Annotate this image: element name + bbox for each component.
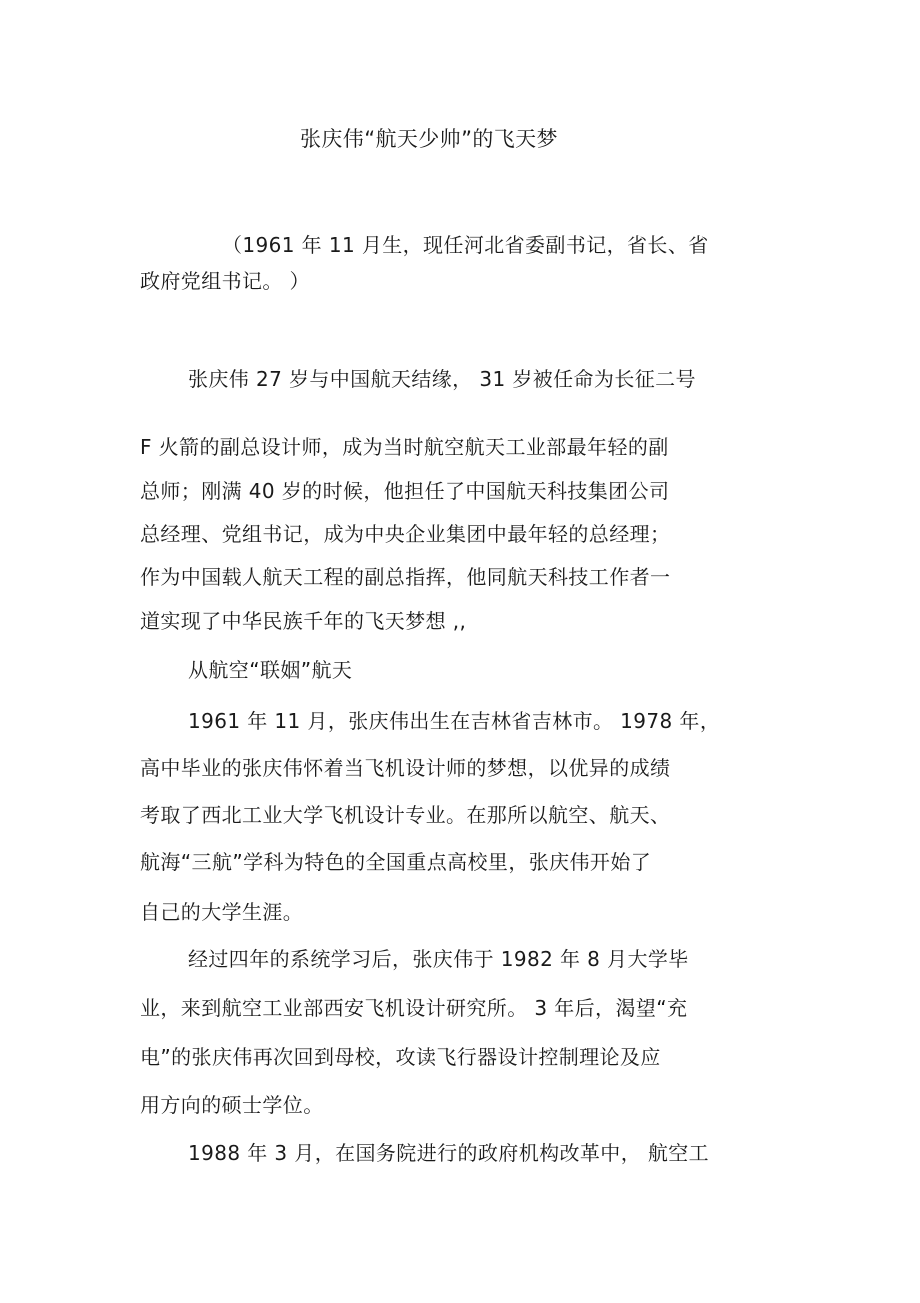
paragraph-line: 考取了西北工业大学飞机设计专业。在那所以航空、航天、 xyxy=(140,803,671,827)
intro-line: 作为中国载人航天工程的副总指挥，他同航天科技工作者一 xyxy=(140,565,671,589)
paragraph-line: 航海“三航”学科为特色的全国重点高校里，张庆伟开始了 xyxy=(140,850,652,874)
intro-line: 张庆伟 27 岁与中国航天结缘， 31 岁被任命为长征二号 xyxy=(188,367,696,391)
paragraph-line: 高中毕业的张庆伟怀着当飞机设计师的梦想，以优异的成绩 xyxy=(140,756,671,780)
document-title: 张庆伟“航天少帅”的飞天梦 xyxy=(300,127,558,151)
paragraph-line: 1988 年 3 月，在国务院进行的政府机构改革中， 航空工 xyxy=(188,1141,710,1165)
paragraph-line: 业，来到航空工业部西安飞机设计研究所。 3 年后，渴望“充 xyxy=(140,996,688,1020)
paragraph-line: 自己的大学生涯。 xyxy=(140,900,304,924)
bio-line: （1961 年 11 月生，现任河北省委副书记，省长、省 xyxy=(222,233,709,257)
paragraph-line: 1961 年 11 月，张庆伟出生在吉林省吉林市。 1978 年， xyxy=(188,709,721,733)
intro-line: 总经理、党组书记，成为中央企业集团中最年轻的总经理； xyxy=(140,522,671,546)
paragraph-line: 经过四年的系统学习后，张庆伟于 1982 年 8 月大学毕 xyxy=(188,947,689,971)
intro-line: 总师；刚满 40 岁的时候，他担任了中国航天科技集团公司 xyxy=(140,479,670,503)
intro-line: 道实现了中华民族千年的飞天梦想 ,, xyxy=(140,609,467,633)
bio-line: 政府党组书记。 ） xyxy=(140,269,310,293)
section-heading: 从航空“联姻”航天 xyxy=(188,658,353,682)
intro-line: F 火箭的副总设计师，成为当时航空航天工业部最年轻的副 xyxy=(140,435,669,459)
paragraph-line: 电”的张庆伟再次回到母校，攻读飞行器设计控制理论及应 xyxy=(140,1045,661,1069)
paragraph-line: 用方向的硕士学位。 xyxy=(140,1093,324,1117)
